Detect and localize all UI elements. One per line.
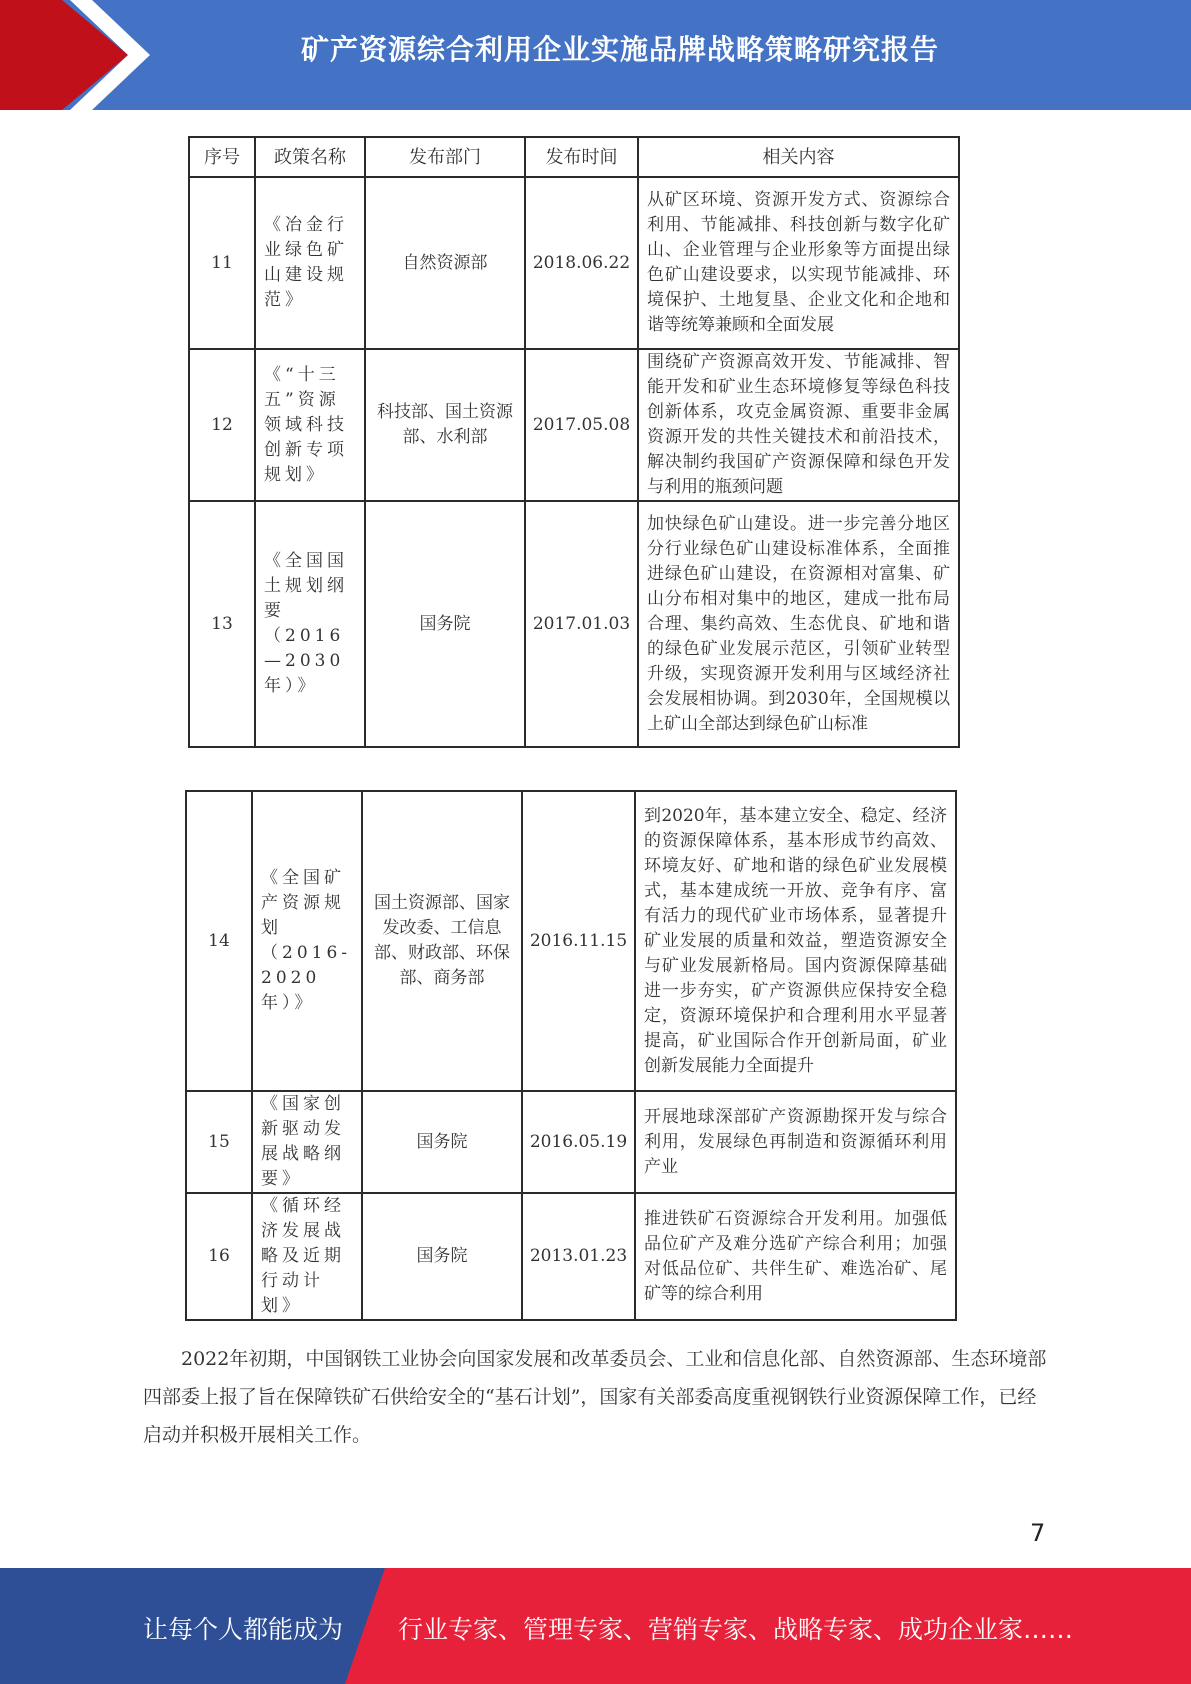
row-content: 从矿区环境、资源开发方式、资源综合利用、节能减排、科技创新与数字化矿山、企业管理与企业形象等方面提出绿色矿山建设要求，以实现节能减排、环境保护、土地复垦、企业文化和企地和谐等统筹兼顾和全面发展: [638, 177, 959, 349]
row-policy-name: 《全国国土规划纲要（2016—2030年）》: [255, 501, 365, 747]
row-dept: 自然资源部: [365, 177, 525, 349]
row-no: 12: [189, 349, 255, 501]
header-content: 相关内容: [638, 137, 959, 177]
header-dept: 发布部门: [365, 137, 525, 177]
row-no: 16: [186, 1193, 252, 1320]
row-content: 加快绿色矿山建设。进一步完善分地区分行业绿色矿山建设标准体系，全面推进绿色矿山建设，在资源相对富集、矿山分布相对集中的地区，建成一批布局合理、集约高效、生态优良、矿地和谐的绿色矿业发展示范区，引领矿业转型升级，实现资源开发利用与区域经济社会发展相协调。到2030年，全国规模以上矿山全部达到绿色矿山标准: [638, 501, 959, 747]
document-title: 矿产资源综合利用企业实施品牌战略策略研究报告: [300, 33, 939, 66]
header-name: 政策名称: [255, 137, 365, 177]
table-header-row: [189, 137, 959, 177]
row-no: 15: [186, 1091, 252, 1193]
policy-table-1: [188, 136, 960, 748]
row-content: 开展地球深部矿产资源勘探开发与综合利用，发展绿色再制造和资源循环利用产业: [635, 1091, 956, 1193]
row-content: 推进铁矿石资源综合开发利用。加强低品位矿产及难分选矿产综合利用；加强对低品位矿、共伴生矿、难选冶矿、尾矿等的综合利用: [635, 1193, 956, 1320]
row-no: 11: [189, 177, 255, 349]
row-policy-name: 《冶金行业绿色矿山建设规范》: [255, 177, 365, 349]
header-no: 序号: [189, 137, 255, 177]
table-row: [186, 791, 956, 1091]
row-policy-name: 《全国矿产资源规划（2016-2020年）》: [252, 791, 362, 1091]
row-date: 2017.01.03: [525, 501, 638, 747]
row-policy-name: 《国家创新驱动发展战略纲要》: [252, 1091, 362, 1193]
row-no: 14: [186, 791, 252, 1091]
row-policy-name: 《循环经济发展战略及近期行动计划》: [252, 1193, 362, 1320]
page-number: 7: [1030, 1519, 1046, 1547]
table-row: [189, 177, 959, 349]
table-row: [186, 1091, 956, 1193]
row-date: 2013.01.23: [522, 1193, 635, 1320]
row-no: 13: [189, 501, 255, 747]
table-row: [186, 1193, 956, 1320]
row-policy-name: 《“十三五”资源领域科技创新专项规划》: [255, 349, 365, 501]
row-dept: 国务院: [365, 501, 525, 747]
footer-slogan-right: 行业专家、管理专家、营销专家、战略专家、成功企业家……: [398, 1615, 1074, 1644]
header-date: 发布时间: [525, 137, 638, 177]
row-date: 2016.11.15: [522, 791, 635, 1091]
body-paragraph: 2022年初期，中国钢铁工业协会向国家发展和改革委员会、工业和信息化部、自然资源部、生态环境部四部委上报了旨在保障铁矿石供给安全的“基石计划”，国家有关部委高度重视钢铁行业资源保障工作，已经启动并积极开展相关工作。: [143, 1348, 1047, 1446]
page-footer: [0, 1568, 1191, 1684]
policy-table-2: [185, 790, 957, 1321]
row-date: 2018.06.22: [525, 177, 638, 349]
row-date: 2016.05.19: [522, 1091, 635, 1193]
row-dept: 国土资源部、国家发改委、工信息部、财政部、环保部、商务部: [362, 791, 522, 1091]
footer-slogan-left: 让每个人都能成为: [143, 1615, 344, 1644]
table-row: [189, 349, 959, 501]
page-header: [0, 0, 1191, 110]
row-dept: 国务院: [362, 1091, 522, 1193]
table-row: [189, 501, 959, 747]
row-content: 到2020年，基本建立安全、稳定、经济的资源保障体系，基本形成节约高效、环境友好、矿地和谐的绿色矿业发展模式，基本建成统一开放、竞争有序、富有活力的现代矿业市场体系，显著提升矿业发展的质量和效益，塑造资源安全与矿业发展新格局。国内资源保障基础进一步夯实，矿产资源供应保持安全稳定，资源环境保护和合理利用水平显著提高，矿业国际合作开创新局面，矿业创新发展能力全面提升: [635, 791, 956, 1091]
row-dept: 科技部、国土资源部、水利部: [365, 349, 525, 501]
row-dept: 国务院: [362, 1193, 522, 1320]
row-content: 围绕矿产资源高效开发、节能减排、智能开发和矿业生态环境修复等绿色科技创新体系，攻克金属资源、重要非金属资源开发的共性关键技术和前沿技术，解决制约我国矿产资源保障和绿色开发与利用的瓶颈问题: [638, 349, 959, 501]
row-date: 2017.05.08: [525, 349, 638, 501]
